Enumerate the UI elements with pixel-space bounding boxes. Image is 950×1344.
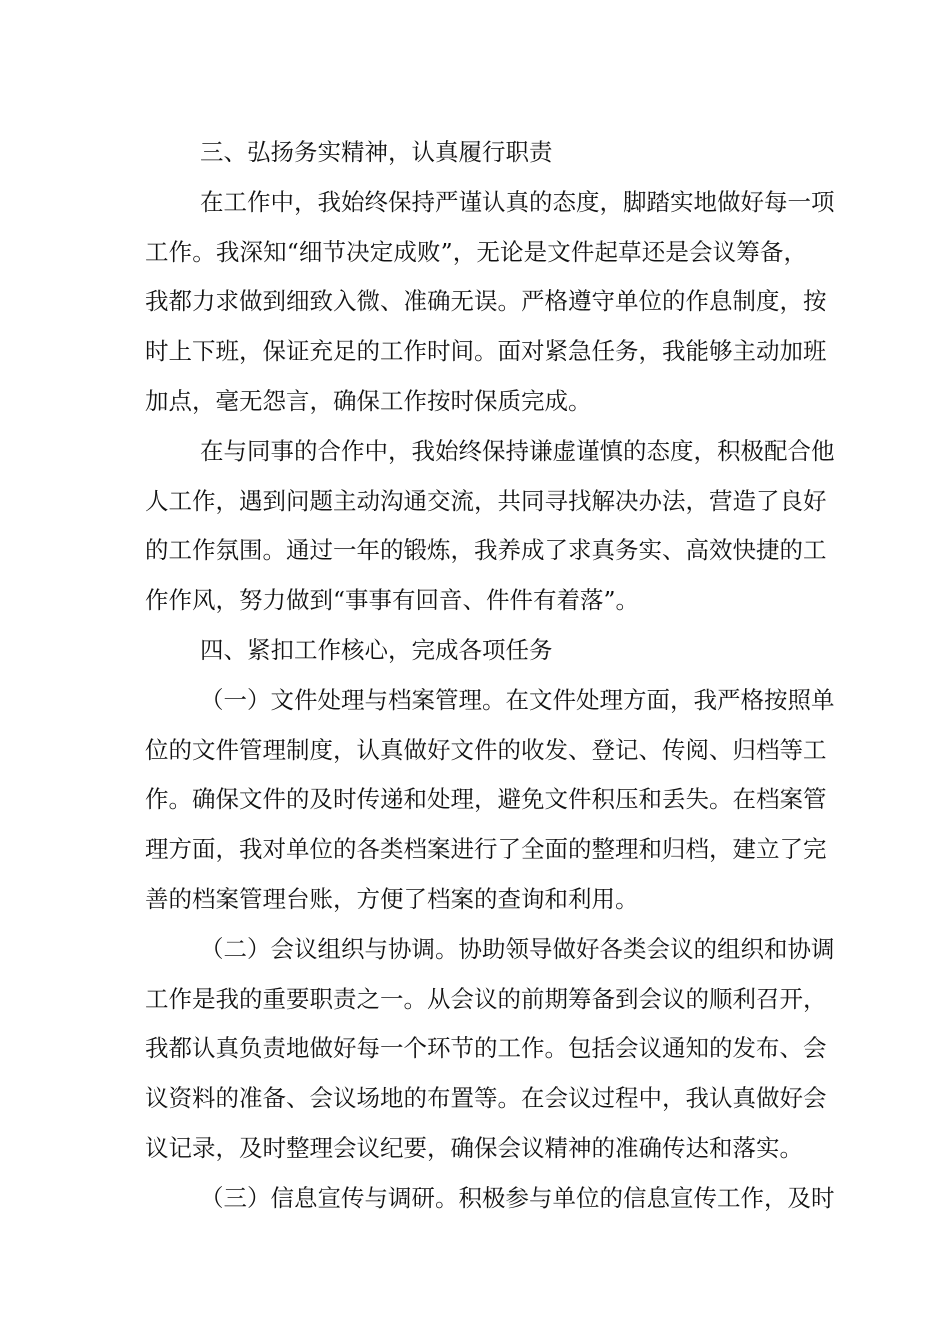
text-line: 我都认真负责地做好每一个环节的工作。包括会议通知的发布、会 — [145, 1034, 827, 1063]
text-line: 位的文件管理制度，认真做好文件的收发、登记、传阅、归档等工 — [145, 735, 827, 764]
text-line: 议记录，及时整理会议纪要，确保会议精神的准确传达和落实。 — [145, 1133, 803, 1162]
paragraph — [145, 184, 835, 433]
text-line: 三、弘扬务实精神，认真履行职责 — [200, 138, 553, 166]
section-heading — [145, 134, 807, 184]
text-line: 理方面，我对单位的各类档案进行了全面的整理和归档，建立了完 — [145, 835, 827, 864]
text-line: 工作。我深知“细节决定成败”，无论是文件起草还是会议筹备， — [145, 237, 807, 266]
text-line: 加点，毫无怨言，确保工作按时保质完成。 — [145, 386, 592, 415]
text-line: 作作风，努力做到“事事有回音、件件有着落”。 — [145, 586, 640, 615]
text-line: 的工作氛围。通过一年的锻炼，我养成了求真务实、高效快捷的工 — [145, 536, 827, 565]
paragraph — [145, 931, 835, 1180]
section-heading — [145, 1180, 835, 1230]
paragraph — [145, 433, 835, 632]
text-line: （二）会议组织与协调。协助领导做好各类会议的组织和协调 — [200, 934, 835, 963]
text-line: 在工作中，我始终保持严谨认真的态度，脚踏实地做好每一项 — [200, 187, 835, 216]
text-line: （三）信息宣传与调研。积极参与单位的信息宣传工作，及时 — [200, 1183, 835, 1212]
text-line: 在与同事的合作中，我始终保持谦虚谨慎的态度，积极配合他 — [200, 436, 835, 465]
document-page — [145, 134, 835, 1230]
text-line: （一）文件处理与档案管理。在文件处理方面，我严格按照单 — [200, 685, 835, 714]
section-heading — [145, 632, 807, 682]
text-line: 工作是我的重要职责之一。从会议的前期筹备到会议的顺利召开， — [145, 984, 827, 1013]
text-line: 四、紧扣工作核心，完成各项任务 — [200, 635, 553, 664]
text-line: 我都力求做到细致入微、准确无误。严格遵守单位的作息制度，按 — [145, 287, 827, 316]
text-line: 人工作，遇到问题主动沟通交流，共同寻找解决办法，营造了良好 — [145, 486, 827, 515]
text-line: 作。确保文件的及时传递和处理，避免文件积压和丢失。在档案管 — [145, 785, 827, 814]
paragraph — [145, 682, 835, 931]
text-line: 善的档案管理台账，方便了档案的查询和利用。 — [145, 884, 639, 913]
text-line: 时上下班，保证充足的工作时间。面对紧急任务，我能够主动加班 — [145, 337, 827, 366]
text-line: 议资料的准备、会议场地的布置等。在会议过程中，我认真做好会 — [145, 1084, 827, 1113]
